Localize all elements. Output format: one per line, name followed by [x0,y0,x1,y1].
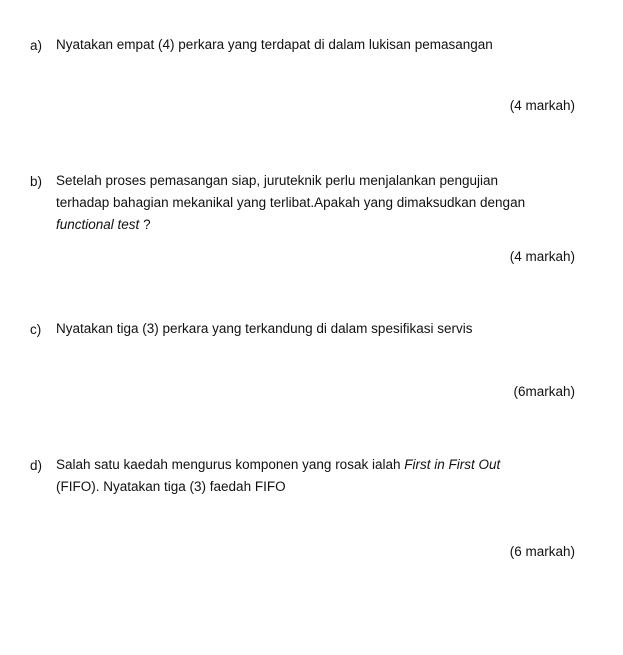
question-b-italic-term: functional test [56,217,140,232]
question-a-text: Nyatakan empat (4) perkara yang terdapat di dalam lukisan pemasangan [56,37,493,52]
question-d-text [56,454,576,498]
question-a-label: a) [30,38,43,53]
question-b-marks: (4 markah) [509,249,575,264]
question-b-label: b) [30,174,43,189]
question-d-line2: (FIFO). Nyatakan tiga (3) faedah FIFO [56,479,286,494]
question-c-marks: (6markah) [513,384,575,399]
question-c-label: c) [30,322,42,337]
question-d-italic-term: First in First Out [404,457,501,472]
question-b-end: ? [139,217,151,232]
question-d-line1 [56,454,576,476]
question-d-label: d) [30,458,43,473]
question-a-marks: (4 markah) [509,98,575,113]
question-b-line3 [56,214,576,236]
question-b-line1: Setelah proses pemasangan siap, juruteknik perlu menjalankan pengujian [56,173,499,188]
question-b-line2: terhadap bahagian mekanikal yang terlibat.Apakah yang dimaksudkan dengan [56,195,526,210]
question-d-line1-text: Salah satu kaedah mengurus komponen yang rosak ialah [56,457,405,472]
question-d-marks: (6 markah) [509,544,575,559]
question-c-text: Nyatakan tiga (3) perkara yang terkandung di dalam spesifikasi servis [56,321,473,336]
question-b-text [56,170,576,236]
